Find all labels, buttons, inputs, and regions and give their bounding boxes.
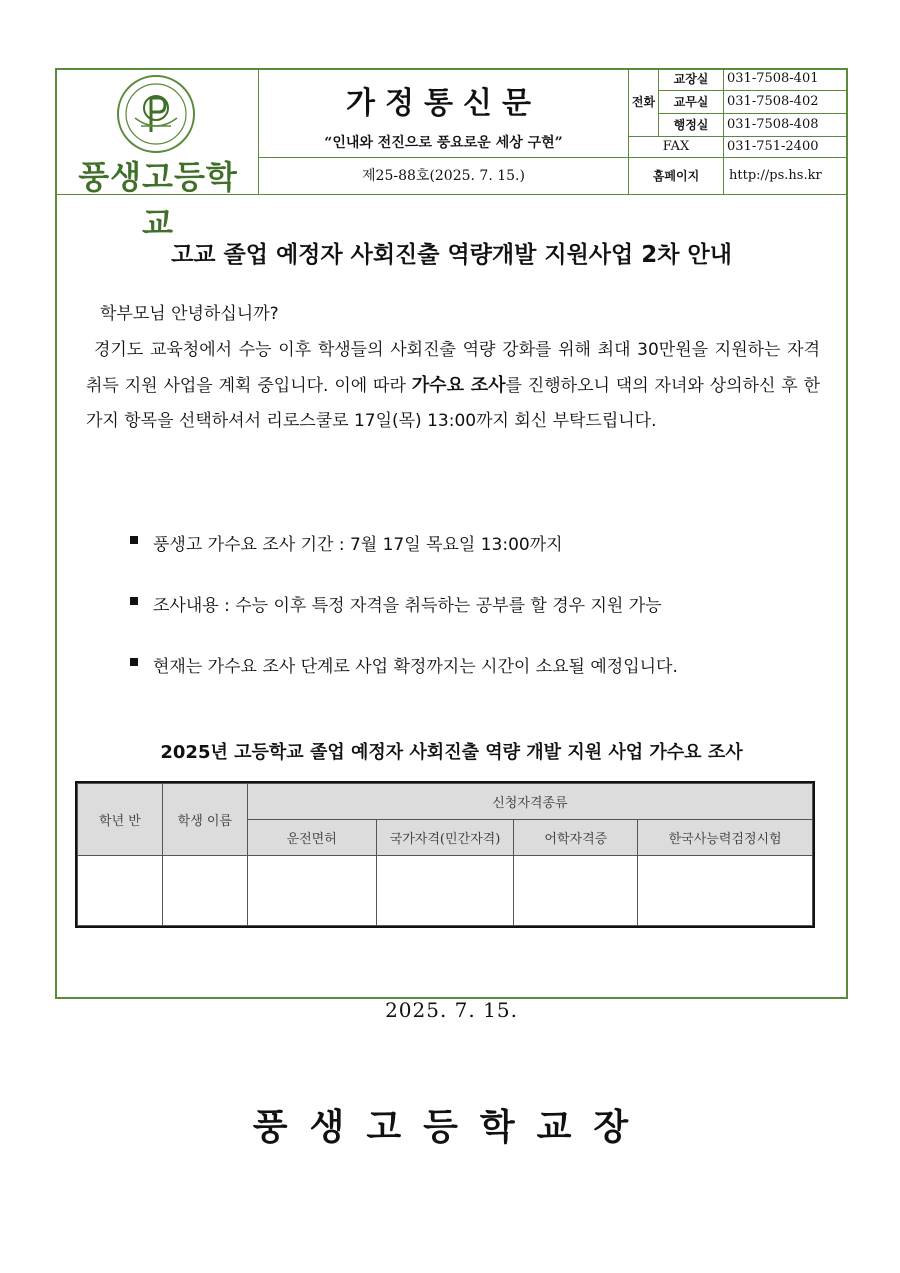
list-item: [130, 652, 830, 713]
list-item: [130, 530, 830, 591]
input-cell-student-name[interactable]: [162, 856, 247, 926]
bullet-square-icon: [130, 536, 138, 544]
document-title: 고교 졸업 예정자 사회진출 역량개발 지원사업 2차 안내: [171, 242, 732, 268]
school-motto: “인내와 전진으로 풍요로운 세상 구현”: [324, 135, 563, 151]
body-text-part1: 경기도 교육청에서 수능 이후 학생들의 사회진출 역량 강화를 위해 최대 30만원을 지원하는 자격 취득 지원 사업을 계획 중입니다. 이에 따라: [86, 340, 820, 396]
bullet-square-icon: [130, 658, 138, 666]
input-cell-grade-class[interactable]: [78, 856, 163, 926]
homepage-label: 홈페이지: [629, 158, 724, 194]
contact-label: 교장실: [659, 68, 724, 90]
contact-row: [659, 68, 848, 90]
list-item-text: 조사내용 : 수능 이후 특정 자격을 취득하는 공부를 할 경우 지원 가능: [153, 596, 662, 616]
input-cell-national-cert[interactable]: [376, 856, 514, 926]
column-header-korean-history: 한국사능력검정시험: [638, 820, 813, 856]
greeting: 학부모님 안녕하십니까?: [100, 304, 279, 324]
fax-row: [629, 136, 848, 158]
fax-number: 031-751-2400: [727, 139, 819, 154]
contact-number: 031-7508-402: [727, 94, 819, 109]
input-cell-korean-history[interactable]: [638, 856, 813, 926]
column-group-header: 신청자격종류: [247, 784, 812, 820]
contact-label: 교무실: [659, 91, 724, 113]
contact-number: 031-7508-401: [727, 71, 819, 86]
phone-label: 전화: [629, 68, 659, 136]
input-cell-license[interactable]: [247, 856, 376, 926]
newsletter-title: 가정통신문: [346, 86, 541, 121]
survey-table: [77, 783, 813, 926]
homepage-link[interactable]: http://ps.hs.kr: [729, 168, 822, 183]
title-area: [259, 68, 629, 158]
contact-row: [659, 91, 848, 113]
body-emphasis: 가수요 조사: [411, 375, 506, 396]
school-emblem-icon: [113, 74, 199, 154]
logo-area: [55, 68, 259, 242]
column-header-student-name: 학생 이름: [162, 784, 247, 856]
column-header-license: 운전면허: [247, 820, 376, 856]
homepage-row: [629, 158, 848, 195]
issue-number: 제25-88호(2025. 7. 15.): [259, 158, 629, 195]
list-item-text: 현재는 가수요 조사 단계로 사업 확정까지는 시간이 소요될 예정입니다.: [153, 657, 678, 677]
contact-number: 031-7508-408: [727, 117, 819, 132]
contact-label: 행정실: [659, 114, 724, 136]
bullet-list: [130, 530, 830, 713]
contact-row: [659, 114, 848, 136]
school-name-logo: 풍생고등학교: [78, 158, 238, 242]
column-header-grade-class: 학년 반: [78, 784, 163, 856]
body-text-part2: 를 진행하오니 댁의 자녀와 상의하신 후 한가지 항목을 선택하셔서 리로스쿨로 17일(목) 13:00까지 회신 부탁드립니다.: [86, 376, 820, 431]
survey-title: 2025년 고등학교 졸업 예정자 사회진출 역량 개발 지원 사업 가수요 조사: [160, 742, 743, 763]
list-item: [130, 591, 830, 652]
letterhead: [55, 68, 848, 242]
column-header-language-cert: 어학자격증: [514, 820, 638, 856]
fax-label: FAX: [629, 137, 724, 157]
input-cell-language-cert[interactable]: [514, 856, 638, 926]
issue-date: 2025. 7. 15.: [385, 998, 518, 1022]
table-row: [78, 856, 813, 926]
principal-signature: 풍생고등학교장: [252, 1106, 651, 1148]
column-header-national-cert: 국가자격(민간자격): [376, 820, 514, 856]
bullet-square-icon: [130, 597, 138, 605]
list-item-text: 풍생고 가수요 조사 기간 : 7월 17일 목요일 13:00까지: [153, 535, 563, 555]
body-paragraph: [86, 333, 820, 439]
